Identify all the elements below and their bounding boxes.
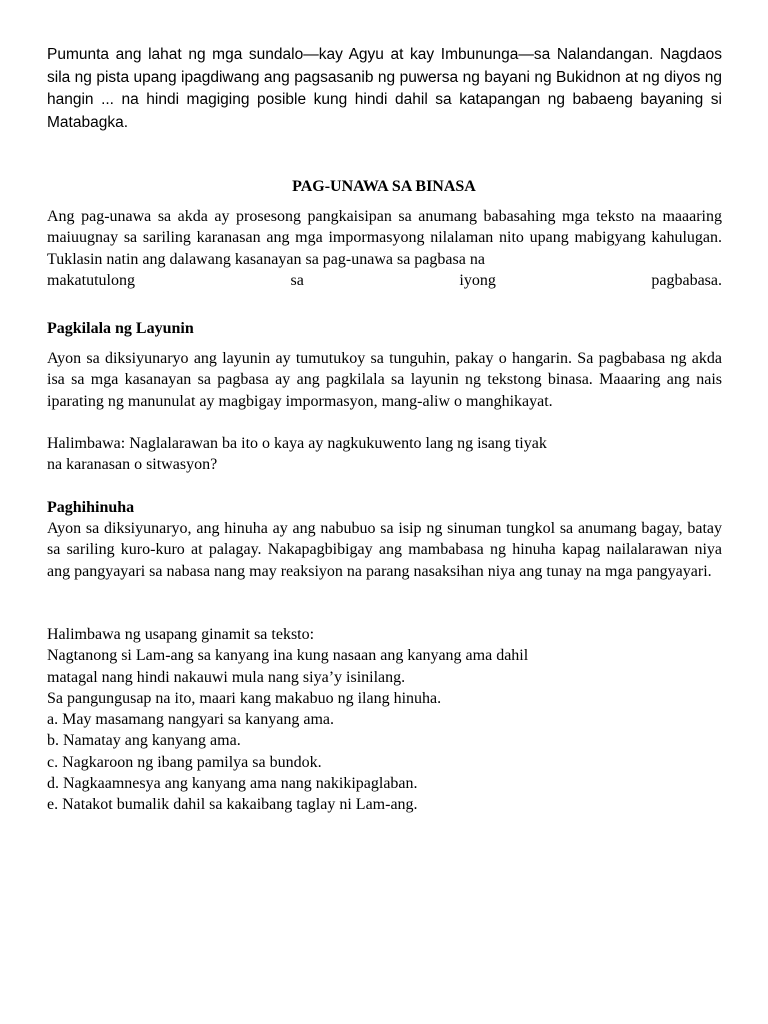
understanding-paragraph: Ang pag-unawa sa akda ay prosesong pangkaisipan sa anumang babasahing mga teksto na maaaring maiuugnay sa sariling karanasan ang mga impormasyong nilalaman nito upang mabigyang kahulugan. Tuklasin natin ang dalawang kasanayan sa pag-unawa sa pagbasa na: [47, 208, 722, 268]
purpose-example-line: Halimbawa: Naglalarawan ba ito o kaya ay nagkukuwento lang ng isang tiyak: [47, 435, 547, 452]
list-item: d. Nagkaamnesya ang kanyang ama nang nakikipaglaban.: [47, 775, 418, 793]
purpose-heading: Pagkilala ng Layunin: [47, 320, 194, 337]
list-item: a. May masamang nangyari sa kanyang ama.: [47, 711, 335, 729]
understanding-paragraph-last-line: makatutulong sa iyong pagbabasa.: [47, 272, 722, 289]
inference-paragraph: Ayon sa diksiyunaryo, ang hinuha ay ang nabubuo sa isip ng sinuman tungkol sa anumang bagay, batay sa sariling kuro-kuro at palagay. Nakapagbibigay ang mambabasa ng hinuha kapag nailalarawan niya ang pangyayari sa nabasa nang may reaksiyon na parang nasaksihan niya ang tunay na mga pangyayari.: [47, 520, 722, 580]
purpose-example: [47, 433, 722, 476]
purpose-example-line: na karanasan o sitwasyon?: [47, 456, 218, 474]
example-dialogue-line: Nagtanong si Lam-ang sa kanyang ina kung nasaan ang kanyang ama dahil: [47, 647, 529, 665]
list-item: c. Nagkaroon ng ibang pamilya sa bundok.: [47, 753, 322, 771]
section-title: PAG-UNAWA SA BINASA: [292, 178, 476, 195]
inference-example-block: [47, 624, 722, 816]
example-instruction-line: Sa pangungusap na ito, maari kang makabuo ng ilang hinuha.: [47, 689, 442, 707]
example-intro-line: Halimbawa ng usapang ginamit sa teksto:: [47, 626, 315, 643]
example-dialogue-line: matagal nang hindi nakauwi mula nang siya’y isinilang.: [47, 668, 406, 686]
purpose-paragraph: Ayon sa diksiyunaryo ang layunin ay tumutukoy sa tunguhin, pakay o hangarin. Sa pagbabasa ng akda isa sa mga kasanayan sa pagbasa ay ang pagkilala sa layunin ng tekstong binasa. Maaaring ang nais iparating ng manunulat ay magbigay impormasyon, mang-aliw o manghikayat.: [47, 350, 722, 410]
list-item: b. Namatay ang kanyang ama.: [47, 732, 241, 750]
inference-heading: Paghihinuha: [47, 499, 135, 516]
intro-paragraph: Pumunta ang lahat ng mga sundalo—kay Agyu at kay Imbununga—sa Nalandangan. Nagdaos sila ng pista upang ipagdiwang ang pagsasanib ng puwersa ng bayani ng Bukidnon at ng diyos ng hangin ... na hindi magiging posible kung hindi dahil sa katapangan ng babaeng bayaning si Matabagka.: [47, 46, 722, 131]
list-item: e. Natakot bumalik dahil sa kakaibang taglay ni Lam-ang.: [47, 796, 418, 814]
